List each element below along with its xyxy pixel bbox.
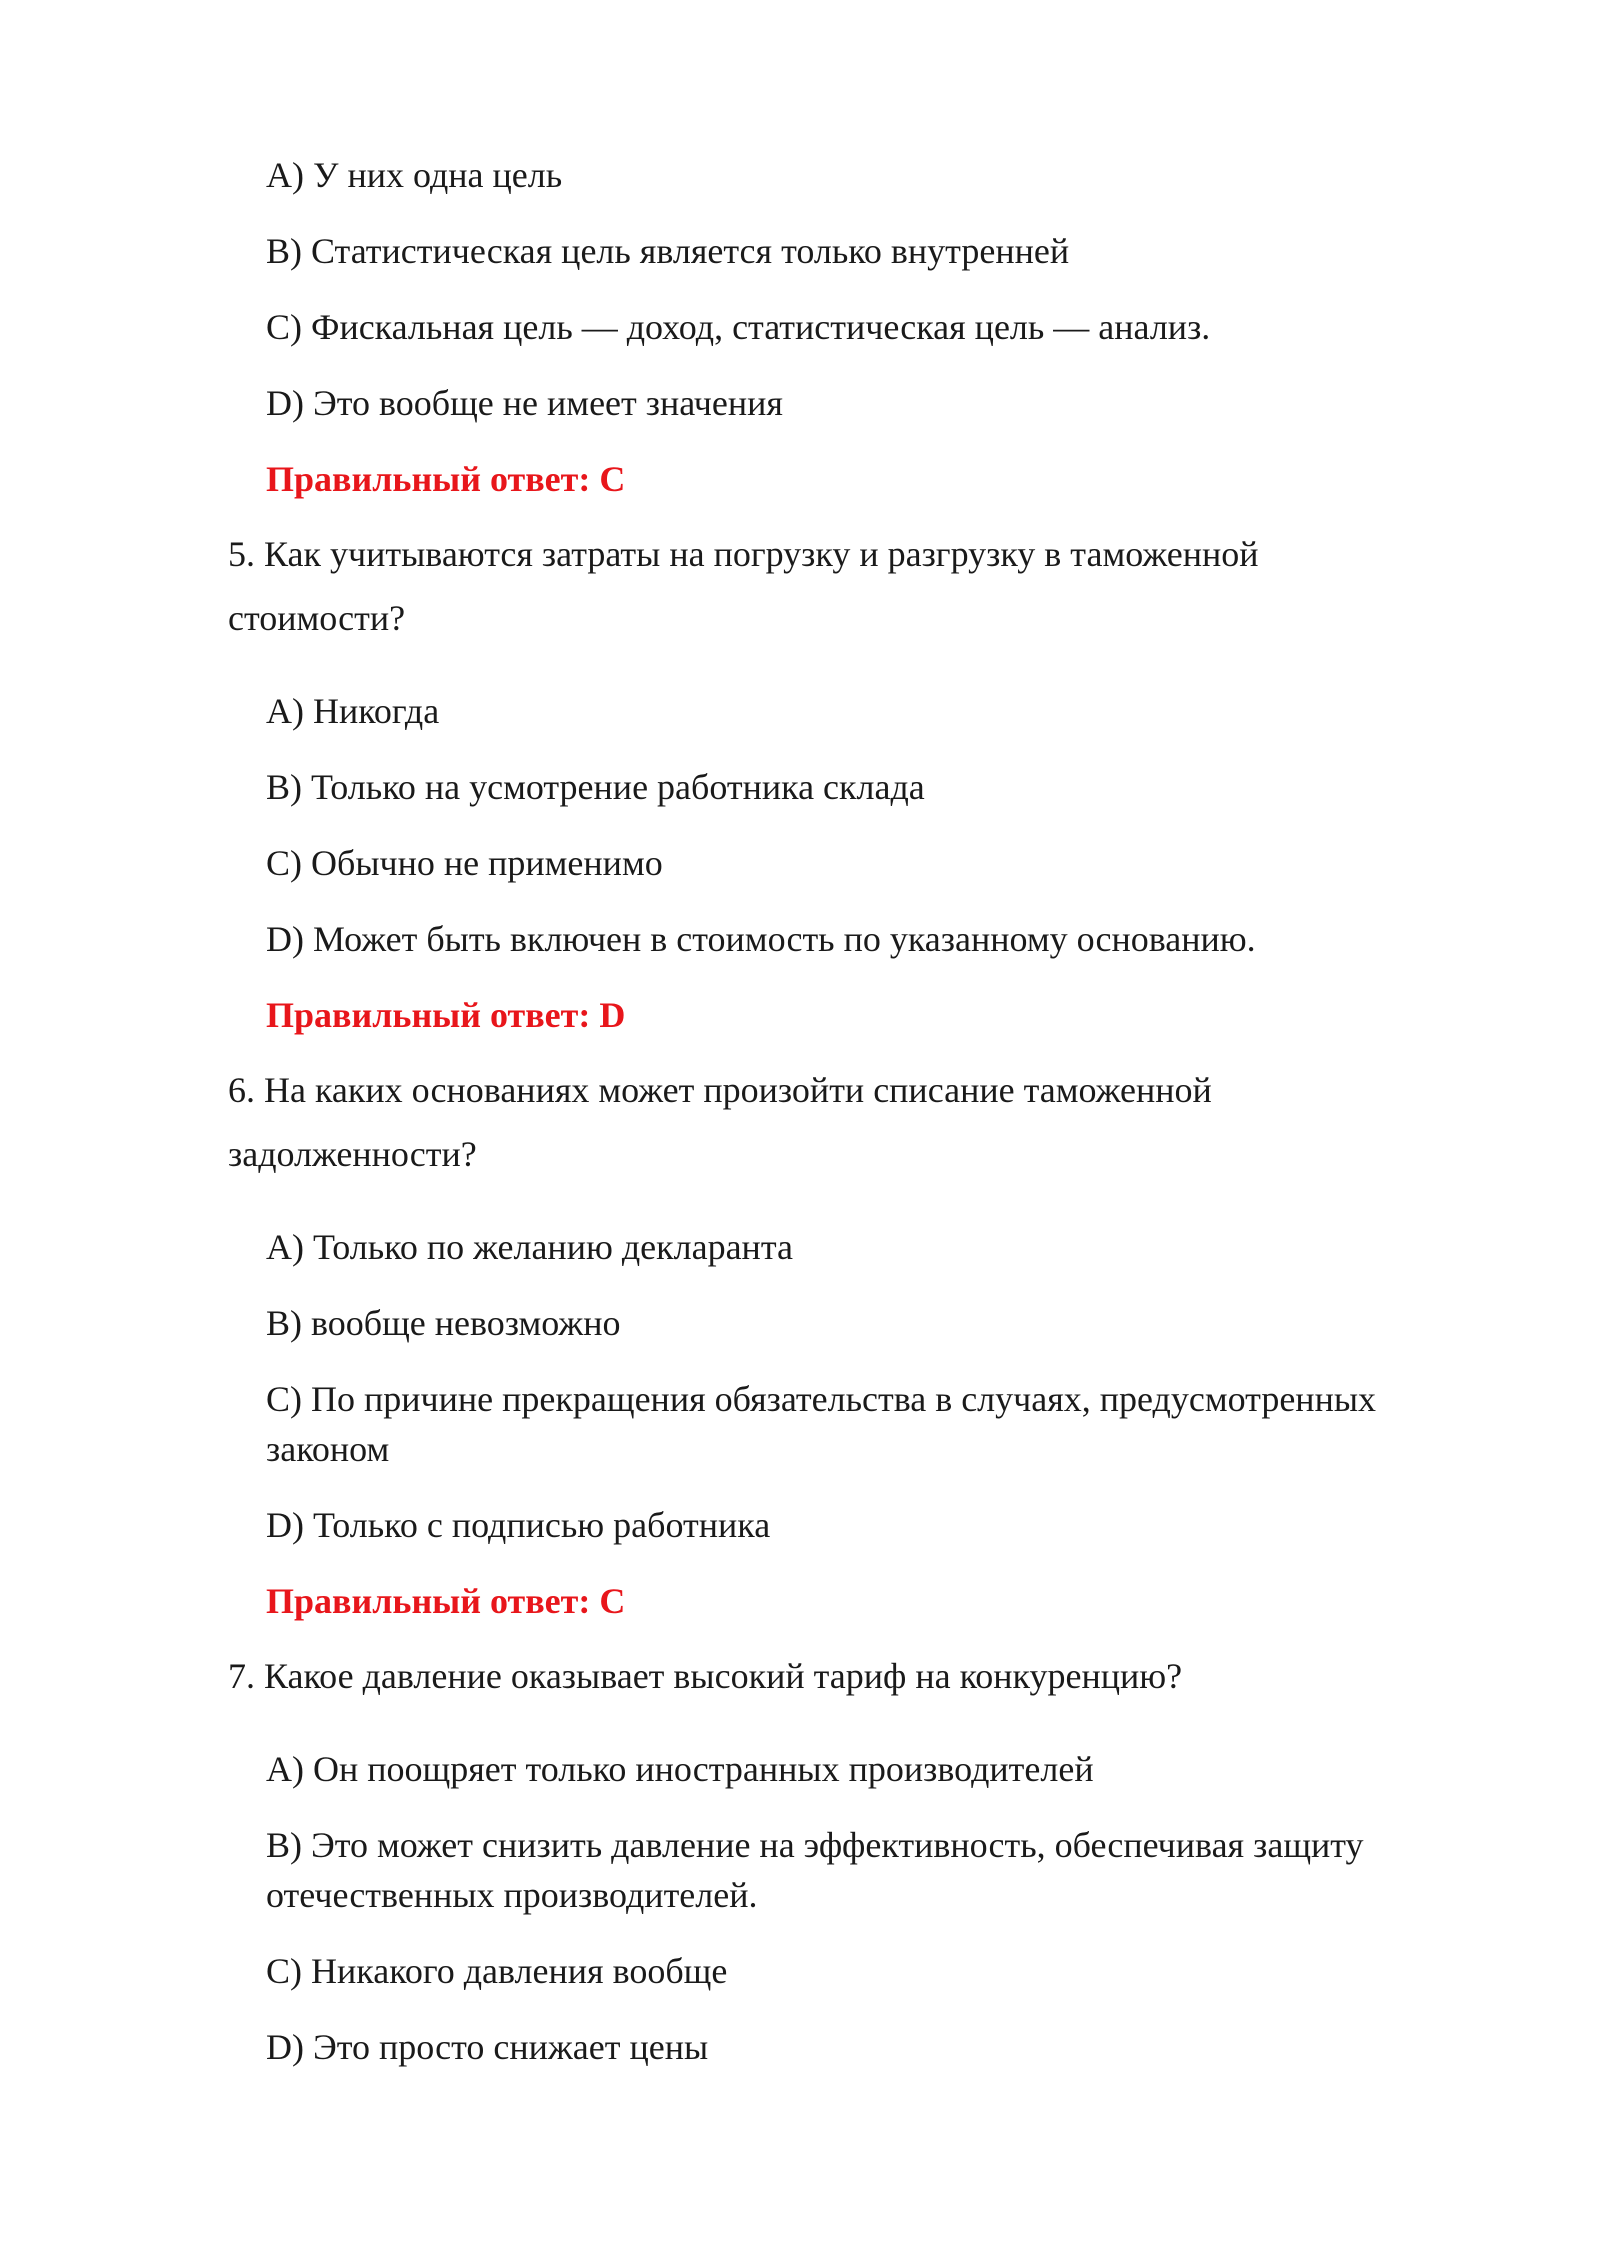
q6-option-c: C) По причине прекращения обязательства в случаях, предусмотренных законом <box>266 1379 1377 1469</box>
q7-option-d: D) Это просто снижает цены <box>266 2027 709 2067</box>
q5-question: 5. Как учитываются затраты на погрузку и разгрузку в таможенной стоимости? <box>228 534 1259 638</box>
q7-option-a: A) Он поощряет только иностранных производителей <box>266 1749 1094 1789</box>
q7-question: 7. Какое давление оказывает высокий тариф на конкуренцию? <box>228 1656 1183 1696</box>
q4-correct-answer: Правильный ответ: C <box>266 459 626 499</box>
q5-option-b: B) Только на усмотрение работника склада <box>266 767 925 807</box>
q5-option-a: A) Никогда <box>266 691 440 731</box>
q6-option-d: D) Только с подписью работника <box>266 1505 771 1545</box>
q5-option-c: C) Обычно не применимо <box>266 843 663 883</box>
q6-option-a: A) Только по желанию декларанта <box>266 1227 793 1267</box>
q7-option-b: B) Это может снизить давление на эффективность, обеспечивая защиту отечественных производителей. <box>266 1825 1364 1915</box>
q7-option-c: C) Никакого давления вообще <box>266 1951 728 1991</box>
q6-question: 6. На каких основаниях может произойти списание таможенной задолженности? <box>228 1070 1212 1174</box>
q4-option-c: C) Фискальная цель — доход, статистическая цель — анализ. <box>266 307 1211 347</box>
q4-option-a: A) У них одна цель <box>266 155 563 195</box>
q6-option-b: B) вообще невозможно <box>266 1303 621 1343</box>
q5-option-d: D) Может быть включен в стоимость по указанному основанию. <box>266 919 1256 959</box>
q6-correct-answer: Правильный ответ: C <box>266 1581 626 1621</box>
q5-correct-answer: Правильный ответ: D <box>266 995 626 1035</box>
q4-option-d: D) Это вообще не имеет значения <box>266 383 783 423</box>
q4-option-b: B) Статистическая цель является только внутренней <box>266 231 1070 271</box>
